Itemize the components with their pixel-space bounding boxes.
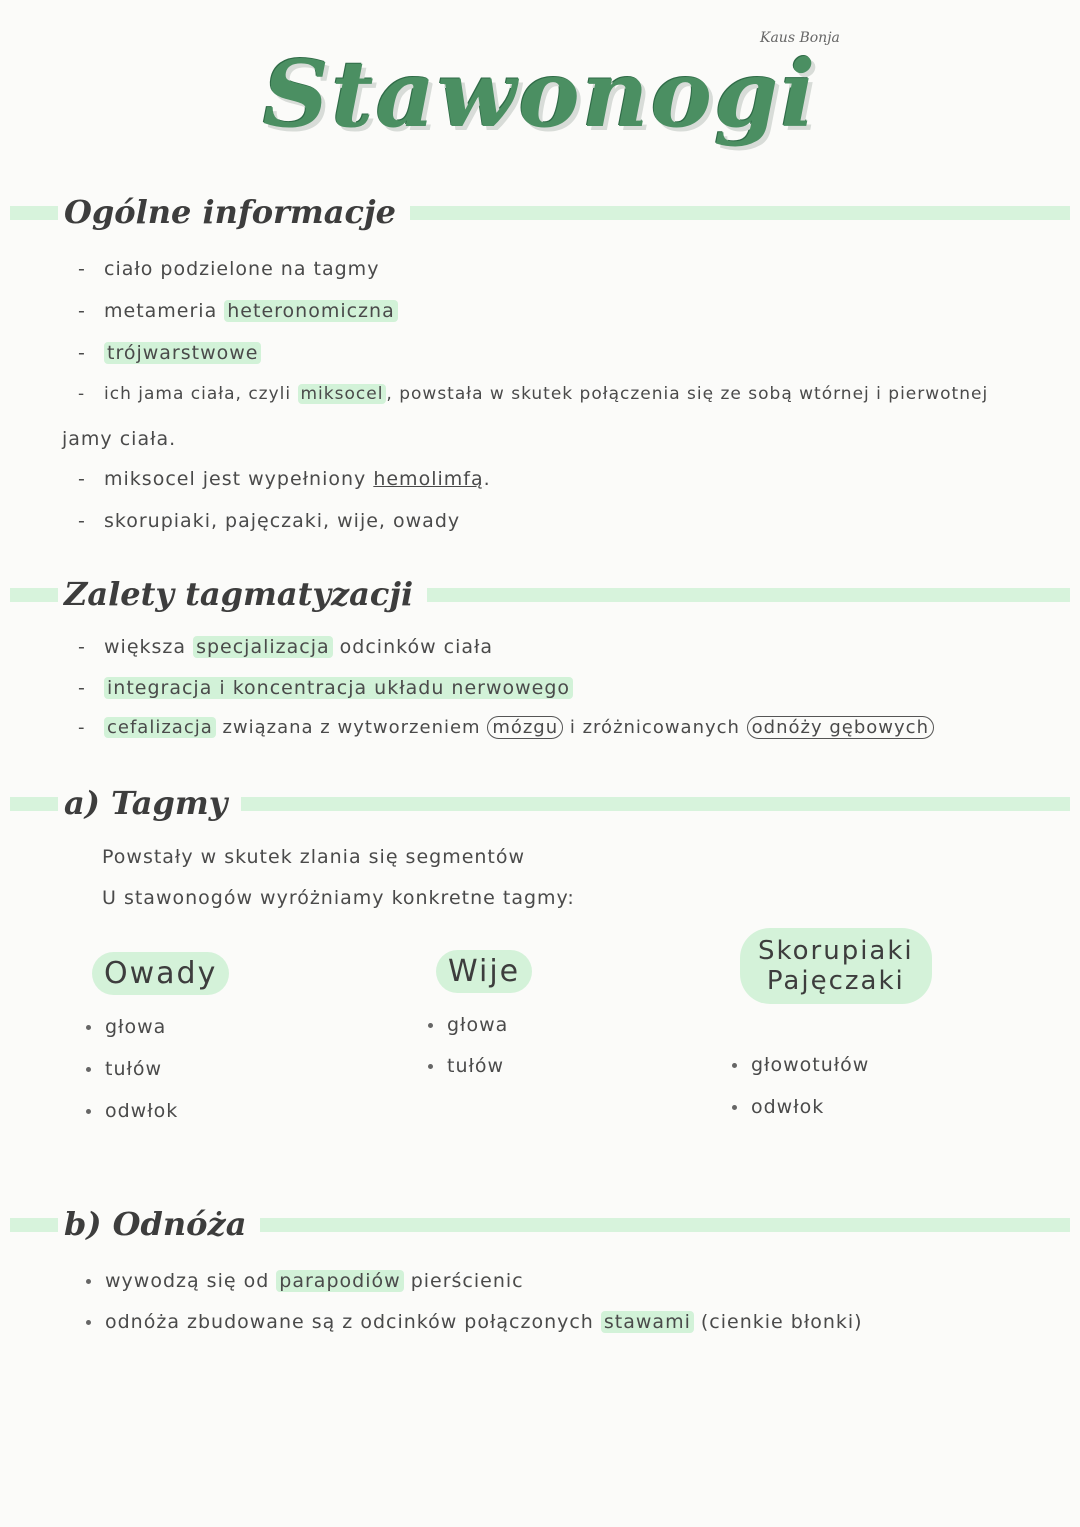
bullet-item: tułów <box>428 1055 504 1077</box>
heading-odnoza: b) Odnóża <box>58 1205 260 1243</box>
heading-tagmatization: Zalety tagmatyzacji <box>58 575 427 613</box>
list-item: - większa specjalizacja odcinków ciała <box>78 636 494 658</box>
group-title-wije: Wije <box>436 950 532 993</box>
heading-tagmy: a) Tagmy <box>58 784 241 822</box>
bullet-item: wywodzą się od parapodiów pierścienic <box>86 1270 524 1292</box>
bullet-item: odwłok <box>732 1096 824 1118</box>
bullet-item: głowa <box>428 1014 508 1036</box>
author-signature: Kaus Bonja <box>760 30 840 46</box>
bullet-item: tułów <box>86 1058 162 1080</box>
bullet-item: odwłok <box>86 1100 178 1122</box>
page-title: Stawonogi <box>262 40 818 148</box>
list-item: - miksocel jest wypełniony hemolimfą. <box>78 468 491 490</box>
heading-general: Ogólne informacje <box>58 193 410 231</box>
text-line: U stawonogów wyróżniamy konkretne tagmy: <box>102 887 575 909</box>
bullet-item: odnóża zbudowane są z odcinków połączonych stawami (cienkie błonki) <box>86 1311 863 1333</box>
list-item: - ciało podzielone na tagmy <box>78 258 380 280</box>
list-item: - metameria heteronomiczna <box>78 300 398 322</box>
bullet-item: głowotułów <box>732 1054 869 1076</box>
bullet-item: głowa <box>86 1016 166 1038</box>
list-item: - integracja i koncentracja układu nerwowego <box>78 677 573 699</box>
list-item: - ich jama ciała, czyli miksocel , powstała w skutek połączenia się ze sobą wtórnej i pierwotnej <box>78 384 989 404</box>
list-item: - cefalizacja związana z wytworzeniem mózgu i zróżnicowanych odnóży gębowych <box>78 717 934 738</box>
group-title-owady: Owady <box>92 952 229 995</box>
text-line: Powstały w skutek zlania się segmentów <box>102 846 526 868</box>
list-item: - skorupiaki, pajęczaki, wije, owady <box>78 510 461 532</box>
list-item-continuation: jamy ciała. <box>62 428 177 450</box>
group-title-skorupiaki-pajeczaki: Skorupiaki Pajęczaki <box>740 928 932 1004</box>
list-item: - trójwarstwowe <box>78 342 261 364</box>
